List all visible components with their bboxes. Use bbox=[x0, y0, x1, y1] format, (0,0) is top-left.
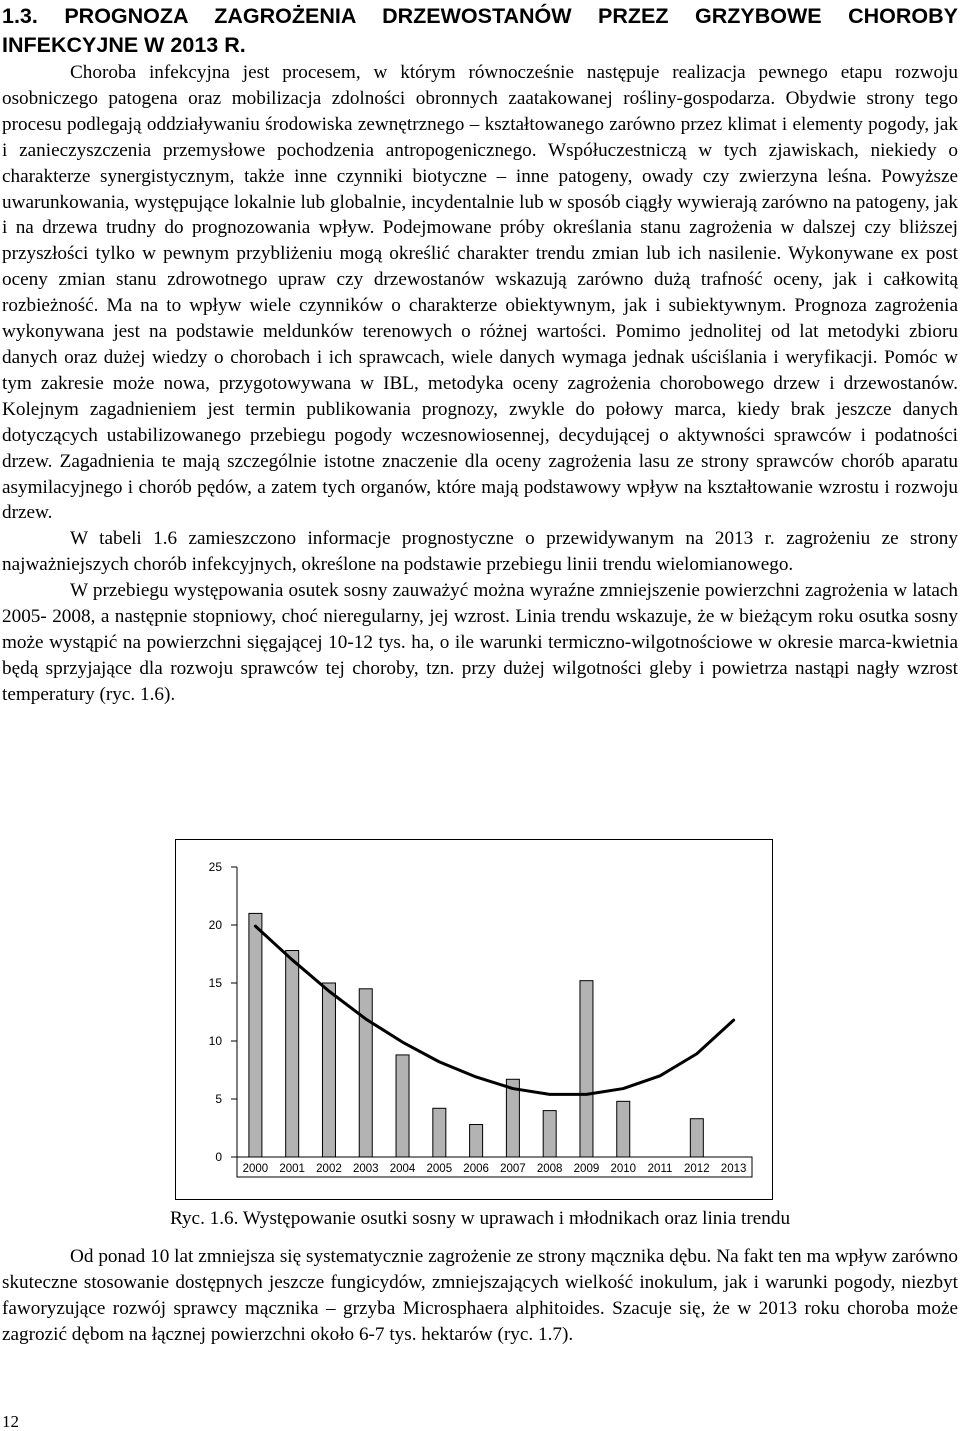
y-tick-label: 5 bbox=[215, 1092, 222, 1106]
bar-2001 bbox=[286, 951, 299, 1157]
y-tick-label: 15 bbox=[208, 976, 222, 990]
bar-2008 bbox=[543, 1111, 556, 1157]
x-tick-label: 2001 bbox=[279, 1163, 305, 1175]
bar-2009 bbox=[580, 981, 593, 1157]
bar-2000 bbox=[249, 913, 262, 1157]
paragraph-oak-mildew: Od ponad 10 lat zmniejsza się systematycznie zagrożenie ze strony mącznika dębu. Na fakt ten ma wpływ zarówno skuteczne stosowanie dostępnych jeszcze fungicydów, zmniejszających wielkość inokulum, jak i warunki pogody, niezbyt faworyzujące rozwój sprawcy mącznika – grzyba Microsphaera alphitoides. Szacuje się, że w 2013 roku choroba może zagrozić dębom na łącznej powierzchni około 6-7 tys. hektarów (ryc. 1.7). bbox=[2, 1246, 958, 1345]
x-tick-label: 2012 bbox=[684, 1163, 710, 1175]
paragraph-table-reference: W tabeli 1.6 zamieszczono informacje prognostyczne o przewidywanym na 2013 r. zagrożeniu ze strony najważniejszych chorób infekcyjnych, określone na podstawie przebiegu linii trendu wielomianowego. bbox=[2, 528, 958, 576]
y-tick-label: 10 bbox=[208, 1034, 222, 1048]
x-tick-label: 2002 bbox=[316, 1163, 342, 1175]
x-tick-label: 2004 bbox=[389, 1163, 416, 1175]
section-heading: 1.3. PROGNOZA ZAGROŻENIA DRZEWOSTANÓW PRZEZ GRZYBOWE CHOROBY INFEKCYJNE W 2013 R. bbox=[2, 4, 958, 57]
x-tick-label: 2006 bbox=[463, 1163, 489, 1175]
x-tick-label: 2009 bbox=[573, 1163, 600, 1175]
after-text bbox=[2, 1244, 958, 1348]
x-tick-label: 2013 bbox=[720, 1163, 747, 1175]
x-tick-label: 2003 bbox=[352, 1163, 379, 1175]
x-tick-label: 2000 bbox=[242, 1163, 269, 1175]
figure-caption: Ryc. 1.6. Występowanie osutki sosny w uprawach i młodnikach oraz linia trendu bbox=[169, 1208, 791, 1229]
x-tick-label: 2010 bbox=[610, 1163, 637, 1175]
y-tick-label: 20 bbox=[208, 918, 222, 932]
paragraph-disease-process: Choroba infekcyjna jest procesem, w którym równocześnie następuje realizacja pewnego etapu rozwoju osobniczego patogena oraz mobilizacja zdolności obronnych zaatakowanej rośliny-gospodarza. Obydwie strony tego procesu podlegają oddziaływaniu środowiska zewnętrznego – kształtowanego zarówno przez klimat i elementy pogody, jak i zanieczyszczenia przemysłowe pochodzenia antropogenicznego. Współuczestniczą w tych zjawiskach, niekiedy o charakterze synergistycznym, także inne czynniki biotyczne – inne patogeny, owady czy zwierzyna leśna. Powyższe uwarunkowania, występujące lokalnie lub globalnie, incydentalnie lub w sposób ciągły wywierają zarówno na patogeny, jak i na drzewa trudny do prognozowania wpływ. Podejmowane próby określania stanu zagrożenia w dalszej czy bliższej przyszłości tylko w pewnym przybliżeniu mogą określić charakter trendu zmian lub ich nasilenie. Wykonywane ex post oceny zmian stanu zdrowotnego upraw czy drzewostanów wskazują zarówno dużą trafność oceny, jak i całkowitą rozbieżność. Ma na to wpływ wiele czynników o charakterze obiektywnym, jak i subiektywnym. Prognoza zagrożenia wykonywana jest na podstawie meldunków terenowych o różnej wartości. Pomimo jednolitej od lat metodyki zbioru danych oraz dużej wiedzy o chorobach i ich sprawcach, wiele danych wymaga jednak uściślania i weryfikacji. Pomóc w tym zakresie może nowa, przygotowywana w IBL, metodyka oceny zagrożenia chorobowego drzew i drzewostanów. Kolejnym zagadnieniem jest termin publikowania prognozy, zwykle do połowy marca, kiedy brak jeszcze danych dotyczących ustabilizowanego przebiegu pogody wczesnowiosennej, decydującej o aktywności sprawców i podatności drzew. Zagadnienia te mają szczególnie istotne znaczenie dla oceny zagrożenia lasu ze strony sprawców chorób aparatu asymilacyjnego i chorób pędów, a zatem tych organów, które mają podstawowy wpływ na kształtowanie wzrostu i rozwoju drzew. bbox=[2, 62, 958, 524]
figure-chart bbox=[175, 839, 773, 1200]
bar-2005 bbox=[433, 1108, 446, 1157]
bar-2002 bbox=[322, 983, 335, 1157]
x-tick-label: 2007 bbox=[500, 1163, 526, 1175]
bar-2012 bbox=[690, 1119, 703, 1157]
x-tick-label: 2005 bbox=[426, 1163, 453, 1175]
x-axis-box bbox=[237, 1157, 752, 1177]
bar-chart bbox=[176, 840, 774, 1201]
intro-text bbox=[2, 60, 958, 708]
y-tick-label: 25 bbox=[208, 860, 222, 874]
page-number: 12 bbox=[2, 1412, 19, 1431]
paragraph-pine-needle-cast: W przebiegu występowania osutek sosny zauważyć można wyraźne zmniejszenie powierzchni zagrożenia w latach 2005- 2008, a następnie stopniowy, choć nieregularny, jej wzrost. Linia trendu wskazuje, że w bieżącym roku osutka sosny może wystąpić na powierzchni sięgającej 10-12 tys. ha, o ile warunki termiczno-wilgotnościowe w okresie marca-kwietnia będą sprzyjające dla rozwoju sprawców tej choroby, tzn. przy dużej wilgotności gleby i powietrza nastąpi nagły wzrost temperatury (ryc. 1.6). bbox=[2, 580, 958, 705]
bar-2006 bbox=[470, 1125, 483, 1157]
bar-2007 bbox=[506, 1079, 519, 1157]
x-tick-label: 2011 bbox=[647, 1163, 673, 1175]
y-tick-label: 0 bbox=[215, 1150, 222, 1164]
bar-2010 bbox=[617, 1101, 630, 1157]
x-tick-label: 2008 bbox=[536, 1163, 563, 1175]
bar-2004 bbox=[396, 1055, 409, 1157]
